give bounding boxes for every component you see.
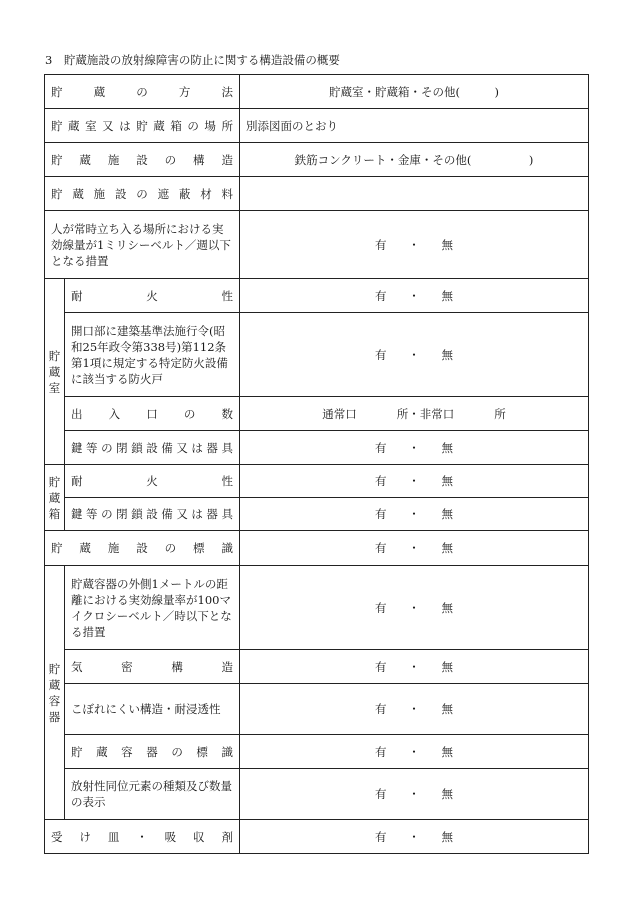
label-storage-method [45, 75, 240, 109]
label-container-display: 放射性同位元素の種類及び数量の表示 [65, 769, 240, 820]
label-container-label-text: 貯 蔵 容 器 の 標 識 [71, 744, 233, 759]
yes-option: 有 [375, 507, 387, 521]
separator-dot: ・ [408, 474, 420, 488]
value-room-lock [240, 431, 589, 465]
yes-option: 有 [375, 702, 387, 716]
label-container-dose: 貯蔵容器の外側1メートルの距離における実効線量率が100マイクロシーベルト／時以下となる措置 [65, 566, 240, 650]
yes-option: 有 [375, 237, 387, 252]
separator-dot: ・ [408, 600, 420, 615]
no-option: 無 [441, 440, 453, 455]
group-storage-container [45, 566, 65, 820]
no-option: 無 [441, 829, 453, 844]
label-room-fireproof-text: 耐 火 性 [71, 288, 233, 303]
yes-option: 有 [375, 474, 387, 488]
yes-option: 有 [375, 744, 387, 759]
value-room-firedoor [240, 313, 589, 397]
value-box-fireproof [240, 465, 589, 498]
label-room-firedoor: 開口部に建築基準法施行令(昭和25年政令第338号)第112条第1項に規定する特定防火設備に該当する防火戸 [65, 313, 240, 397]
group-storage-box-label: 貯蔵箱 [48, 474, 61, 521]
yes-option: 有 [375, 787, 387, 801]
label-container-label [65, 735, 240, 769]
value-facility-structure: 鉄筋コンクリート・金庫・その他( ) [240, 143, 589, 177]
entrances-normal-label: 通常口 [322, 406, 357, 421]
row-box-lock [45, 498, 589, 531]
separator-dot: ・ [408, 507, 420, 521]
group-storage-room [45, 279, 65, 465]
label-tray-absorbent [45, 820, 240, 854]
label-storage-location-text: 貯 蔵 室 又 は 貯 蔵 箱 の 場 所 [51, 118, 233, 133]
row-storage-location [45, 109, 589, 143]
yes-option: 有 [375, 440, 387, 455]
value-room-fireproof [240, 279, 589, 313]
group-storage-container-label: 貯蔵容器 [48, 661, 61, 724]
row-dose-measure [45, 211, 589, 279]
label-container-spill: こぼれにくい構造・耐浸透性 [65, 684, 240, 735]
value-dose-measure [240, 211, 589, 279]
label-box-fireproof-text: 耐 火 性 [71, 474, 233, 488]
no-option: 無 [441, 702, 453, 716]
group-storage-room-label: 貯蔵室 [48, 348, 61, 395]
label-tray-absorbent-text: 受 け 皿 ・ 吸 収 剤 [51, 829, 233, 844]
separator-dot: ・ [408, 659, 420, 674]
label-facility-structure-text: 貯 蔵 施 設 の 構 造 [51, 152, 233, 167]
yes-option: 有 [375, 600, 387, 615]
separator-dot: ・ [408, 744, 420, 759]
row-room-lock [45, 431, 589, 465]
label-shielding-material-text: 貯 蔵 施 設 の 遮 蔽 材 料 [51, 186, 233, 201]
yes-option: 有 [375, 659, 387, 674]
no-option: 無 [441, 744, 453, 759]
label-box-fireproof [65, 465, 240, 498]
label-room-lock-text: 鍵 等 の 閉 鎖 設 備 又 は 器 具 [71, 440, 233, 455]
label-shielding-material [45, 177, 240, 211]
value-box-lock [240, 498, 589, 531]
label-room-fireproof [65, 279, 240, 313]
no-option: 無 [441, 347, 453, 362]
value-container-display [240, 769, 589, 820]
yes-option: 有 [375, 829, 387, 844]
separator-dot: ・ [408, 829, 420, 844]
value-room-entrances [240, 397, 589, 431]
no-option: 無 [441, 659, 453, 674]
row-room-fireproof [45, 279, 589, 313]
row-facility-structure [45, 143, 589, 177]
separator-dot: ・ [408, 288, 420, 303]
row-storage-method [45, 75, 589, 109]
separator-dot: ・ [408, 787, 420, 801]
separator-dot: ・ [408, 541, 420, 555]
row-facility-sign [45, 531, 589, 566]
yes-option: 有 [375, 541, 387, 555]
page-heading: 3 貯蔵施設の放射線障害の防止に関する構造設備の概要 [45, 53, 340, 67]
row-room-entrances [45, 397, 589, 431]
label-room-entrances [65, 397, 240, 431]
no-option: 無 [441, 237, 453, 252]
label-box-lock [65, 498, 240, 531]
value-container-dose [240, 566, 589, 650]
label-facility-sign [45, 531, 240, 566]
value-container-label [240, 735, 589, 769]
row-container-dose [45, 566, 589, 650]
value-container-airtight [240, 650, 589, 684]
group-storage-box [45, 465, 65, 531]
no-option: 無 [441, 541, 453, 555]
separator-dot: ・ [408, 440, 420, 455]
value-facility-sign [240, 531, 589, 566]
entrances-emergency-label: 所・非常口 [396, 406, 455, 421]
label-storage-method-text: 貯 蔵 の 方 法 [51, 84, 233, 99]
row-room-firedoor [45, 313, 589, 397]
no-option: 無 [441, 288, 453, 303]
separator-dot: ・ [408, 237, 420, 252]
row-shielding-material [45, 177, 589, 211]
label-room-entrances-text: 出 入 口 の 数 [71, 406, 233, 421]
label-dose-measure: 人が常時立ち入る場所における実効線量が1ミリシーベルト／週以下となる措置 [45, 211, 240, 279]
label-facility-sign-text: 貯 蔵 施 設 の 標 識 [51, 541, 233, 555]
label-container-airtight-text: 気 密 構 造 [71, 659, 233, 674]
no-option: 無 [441, 507, 453, 521]
row-container-display [45, 769, 589, 820]
label-storage-location [45, 109, 240, 143]
row-box-fireproof [45, 465, 589, 498]
value-storage-method: 貯蔵室・貯蔵箱・その他( ) [240, 75, 589, 109]
no-option: 無 [441, 787, 453, 801]
row-container-airtight [45, 650, 589, 684]
entrances-unit-label: 所 [494, 406, 506, 421]
label-facility-structure [45, 143, 240, 177]
storage-facility-table [44, 74, 589, 854]
row-container-spill [45, 684, 589, 735]
value-container-spill [240, 684, 589, 735]
label-box-lock-text: 鍵 等 の 閉 鎖 設 備 又 は 器 具 [71, 507, 233, 521]
label-container-airtight [65, 650, 240, 684]
value-shielding-material [240, 177, 589, 211]
value-tray-absorbent [240, 820, 589, 854]
yes-option: 有 [375, 347, 387, 362]
separator-dot: ・ [408, 702, 420, 716]
no-option: 無 [441, 474, 453, 488]
no-option: 無 [441, 600, 453, 615]
row-container-label [45, 735, 589, 769]
row-tray-absorbent [45, 820, 589, 854]
yes-option: 有 [375, 288, 387, 303]
separator-dot: ・ [408, 347, 420, 362]
value-storage-location: 別添図面のとおり [240, 109, 589, 143]
label-room-lock [65, 431, 240, 465]
